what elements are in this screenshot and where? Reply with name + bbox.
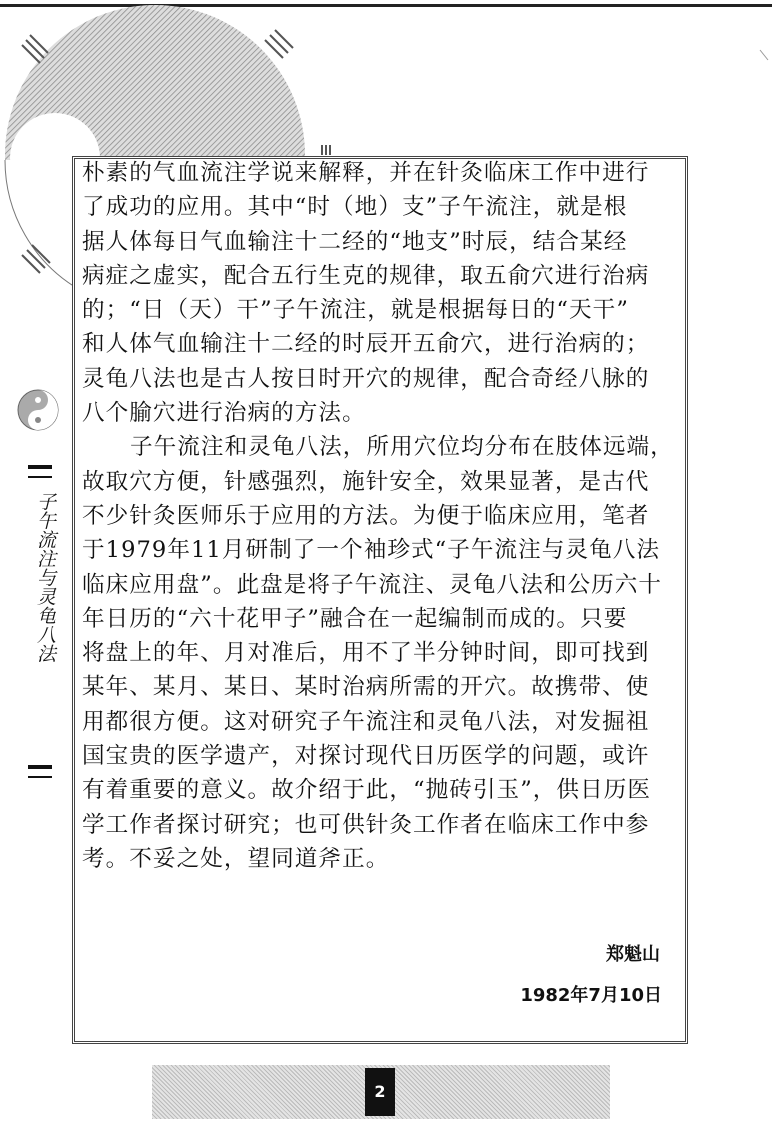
author-name: 郑魁山 [606,944,660,965]
text-line: 于1979年11月研制了一个袖珍式“子午流注与灵龟八法 [82,537,661,564]
text-line: 子午流注和灵龟八法，所用穴位均分布在肢体远端， [130,434,674,461]
text-line: 考。不妥之处，望同道斧正。 [82,845,390,872]
text-line: 年日历的“六十花甲子”融合在一起编制而成的。只要 [82,605,628,632]
page-number: 2 [365,1068,395,1116]
side-bar-bottom [28,765,52,778]
side-bar-top [28,465,52,478]
text-line: 朴素的气血流注学说来解释，并在针灸临床工作中进行 [82,160,650,186]
text-line: 不少针灸医师乐于应用的方法。为便于临床应用，笔者 [82,502,650,529]
body-text [82,156,682,876]
side-title-text: 子午流注与灵龟八法 [34,492,56,663]
side-title [30,492,56,672]
text-line: 临床应用盘”。此盘是将子午流注、灵龟八法和公历六十 [82,571,663,598]
text-line: 据人体每日气血输注十二经的“地支”时辰，结合某经 [82,228,628,255]
small-yin-yang-icon [16,380,60,440]
text-line: 八个腧穴进行治病的方法。 [82,400,366,427]
text-line: 的；“日（天）干”子午流注，就是根据每日的“天干” [82,297,629,324]
text-line: 和人体气血输注十二经的时辰开五俞穴，进行治病的； [82,331,650,358]
signature-date: 1982年7月10日 [520,985,662,1006]
text-line: 了成功的应用。其中“时（地）支”子午流注，就是根 [82,194,628,221]
text-line: 有着重要的意义。故介绍于此，“抛砖引玉”，供日历医 [82,777,652,804]
text-line: 故取穴方便，针感强烈，施针安全，效果显著，是古代 [82,468,650,495]
text-line: 学工作者探讨研究；也可供针灸工作者在临床工作中参 [82,811,650,838]
text-line: 将盘上的年、月对准后，用不了半分钟时间，即可找到 [82,640,650,667]
text-line: 灵龟八法也是古人按日时开穴的规律，配合奇经八脉的 [82,365,650,392]
text-line: 某年、某月、某日、某时治病所需的开穴。故携带、使 [82,674,650,701]
text-line: 用都很方便。这对研究子午流注和灵龟八法，对发掘祖 [82,708,650,735]
text-line: 病症之虚实，配合五行生克的规律，取五俞穴进行治病 [82,262,650,289]
text-line: 国宝贵的医学遗产，对探讨现代日历医学的问题，或许 [82,743,650,770]
